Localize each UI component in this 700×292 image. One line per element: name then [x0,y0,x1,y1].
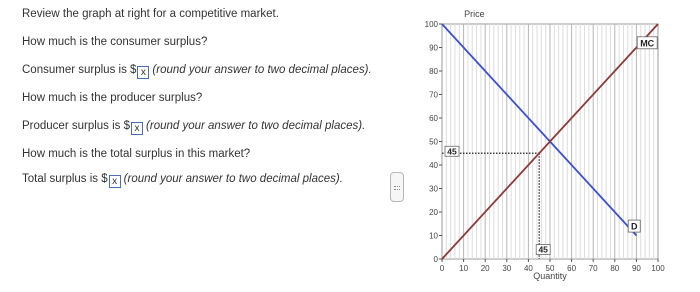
consumer-surplus-hint: (round your answer to two decimal places). [152,64,372,76]
total-surplus-label: Total surplus is $ [22,173,108,185]
y-tick-label: 100 [424,20,438,29]
consumer-surplus-question: How much is the consumer surplus? [22,36,208,48]
x-tick-label: 30 [502,264,512,273]
producer-surplus-label: Producer surplus is $ [22,120,131,132]
equilibrium-price-label: 45 [447,146,457,157]
y-tick-label: 60 [429,114,438,123]
supply-demand-chart [410,0,700,287]
x-tick-label: 50 [545,264,555,273]
consumer-surplus-input[interactable]: x [137,66,149,79]
producer-surplus-question: How much is the producer surplus? [22,92,203,104]
y-tick-label: 80 [429,67,438,76]
question-intro: Review the graph at right for a competitive market. [22,8,279,20]
x-tick-label: 40 [523,264,533,273]
curve-label-mc: MC [640,38,655,49]
y-tick-label: 70 [429,90,438,100]
panel-resize-handle[interactable] [390,172,404,202]
x-tick-label: 80 [610,264,620,273]
x-tick-label: 70 [588,264,598,273]
y-tick-label: 30 [429,184,438,194]
producer-surplus-row [22,119,365,135]
y-tick-label: 20 [429,208,438,217]
y-tick-label: 0 [433,255,438,264]
y-axis-title: Price [464,9,485,19]
grip-icon [394,186,400,190]
y-tick-label: 50 [429,137,438,147]
consumer-surplus-label: Consumer surplus is $ [22,64,137,76]
x-tick-label: 100 [651,264,665,273]
x-tick-label: 0 [439,264,445,273]
y-tick-label: 10 [429,231,438,241]
total-surplus-hint: (round your answer to two decimal places). [123,173,343,185]
producer-surplus-input[interactable]: x [131,122,143,135]
consumer-surplus-row [22,63,372,79]
total-surplus-input[interactable]: x [109,175,121,188]
y-tick-label: 90 [429,43,438,53]
x-tick-label: 90 [631,264,641,273]
producer-surplus-hint: (round your answer to two decimal places). [146,120,366,132]
total-surplus-question: How much is the total surplus in this market? [22,148,251,160]
curve-label-d: D [630,221,638,232]
x-tick-label: 60 [567,264,577,273]
y-tick-label: 40 [429,161,438,170]
x-tick-label: 20 [480,264,490,273]
graph-panel [410,0,700,287]
x-tick-label: 10 [459,264,469,273]
equilibrium-quantity-label: 45 [538,244,548,255]
x-axis-title: Quantity [533,271,567,281]
total-surplus-row [22,172,343,188]
